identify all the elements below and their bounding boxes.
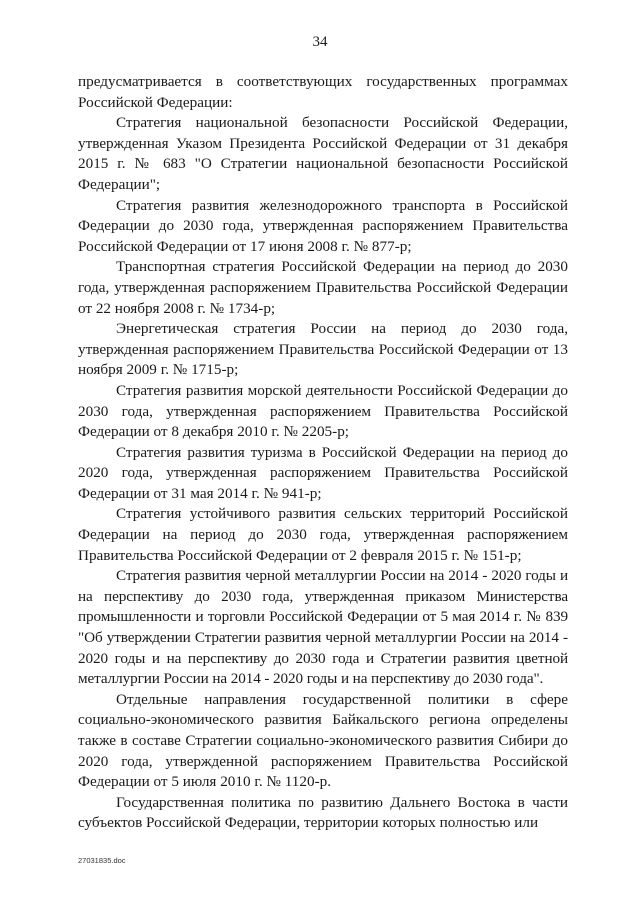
- paragraph-baikal-region: Отдельные направления государственной политики в сфере социально-экономического развития Байкальского региона определены также в составе Стратегии социально-экономического развития Сибири до 2020 года, утвержденной распоряжением Правительства Российской Федерации от 5 июля 2010 г. № 1120-р.: [78, 690, 568, 791]
- paragraph-transport-strategy: Транспортная стратегия Российской Федерации на период до 2030 года, утвержденная распоряжением Правительства Российской Федерации от 22 ноября 2008 г. № 1734-р;: [78, 258, 568, 317]
- paragraph-energy-strategy: Энергетическая стратегия России на период до 2030 года, утвержденная распоряжением Правительства Российской Федерации от 13 ноября 2009 г. № 1715-р;: [78, 320, 568, 379]
- document-body: [78, 72, 568, 834]
- paragraph-rural-strategy: Стратегия устойчивого развития сельских территорий Российской Федерации на период до 2030 года, утвержденная распоряжением Правительства Российской Федерации от 2 февраля 2015 г. № 151-р;: [78, 505, 568, 564]
- paragraph-tourism-strategy: Стратегия развития туризма в Российской Федерации на период до 2020 года, утвержденная распоряжением Правительства Российской Федерации от 31 мая 2014 г. № 941-р;: [78, 443, 568, 502]
- paragraph-metallurgy-strategy: Стратегия развития черной металлургии России на 2014 - 2020 годы и на перспективу до 2030 года, утвержденная приказом Министерства промышленности и торговли Российской Федерации от 5 мая 2014 г. № 839 "Об утверждении Стратегии развития черной металлургии России на 2014 - 2020 годы и на перспективу до 2030 года и Стратегии развития цветной металлургии России на 2014 - 2020 годы и на перспективу до 2030 года".: [78, 567, 568, 688]
- paragraph-maritime-strategy: Стратегия развития морской деятельности Российской Федерации до 2030 года, утвержденная распоряжением Правительства Российской Федерации от 8 декабря 2010 г. № 2205-р;: [78, 381, 568, 441]
- page-number: 34: [312, 34, 328, 50]
- paragraph-far-east-policy: Государственная политика по развитию Дальнего Востока в части субъектов Российской Федерации, территории которых полностью или: [78, 793, 568, 832]
- document-filename: 27031835.doc: [78, 856, 126, 865]
- paragraph-continuation: предусматривается в соответствующих государственных программах Российской Федерации:: [78, 73, 568, 111]
- paragraph-national-security-strategy: Стратегия национальной безопасности Российской Федерации, утвержденная Указом Президента Российской Федерации от 31 декабря 2015 г. № 683 "О Стратегии национальной безопасности Российской Федерации";: [78, 114, 568, 193]
- paragraph-railway-strategy: Стратегия развития железнодорожного транспорта в Российской Федерации до 2030 года, утвержденная распоряжением Правительства Российской Федерации от 17 июня 2008 г. № 877-р;: [78, 196, 568, 255]
